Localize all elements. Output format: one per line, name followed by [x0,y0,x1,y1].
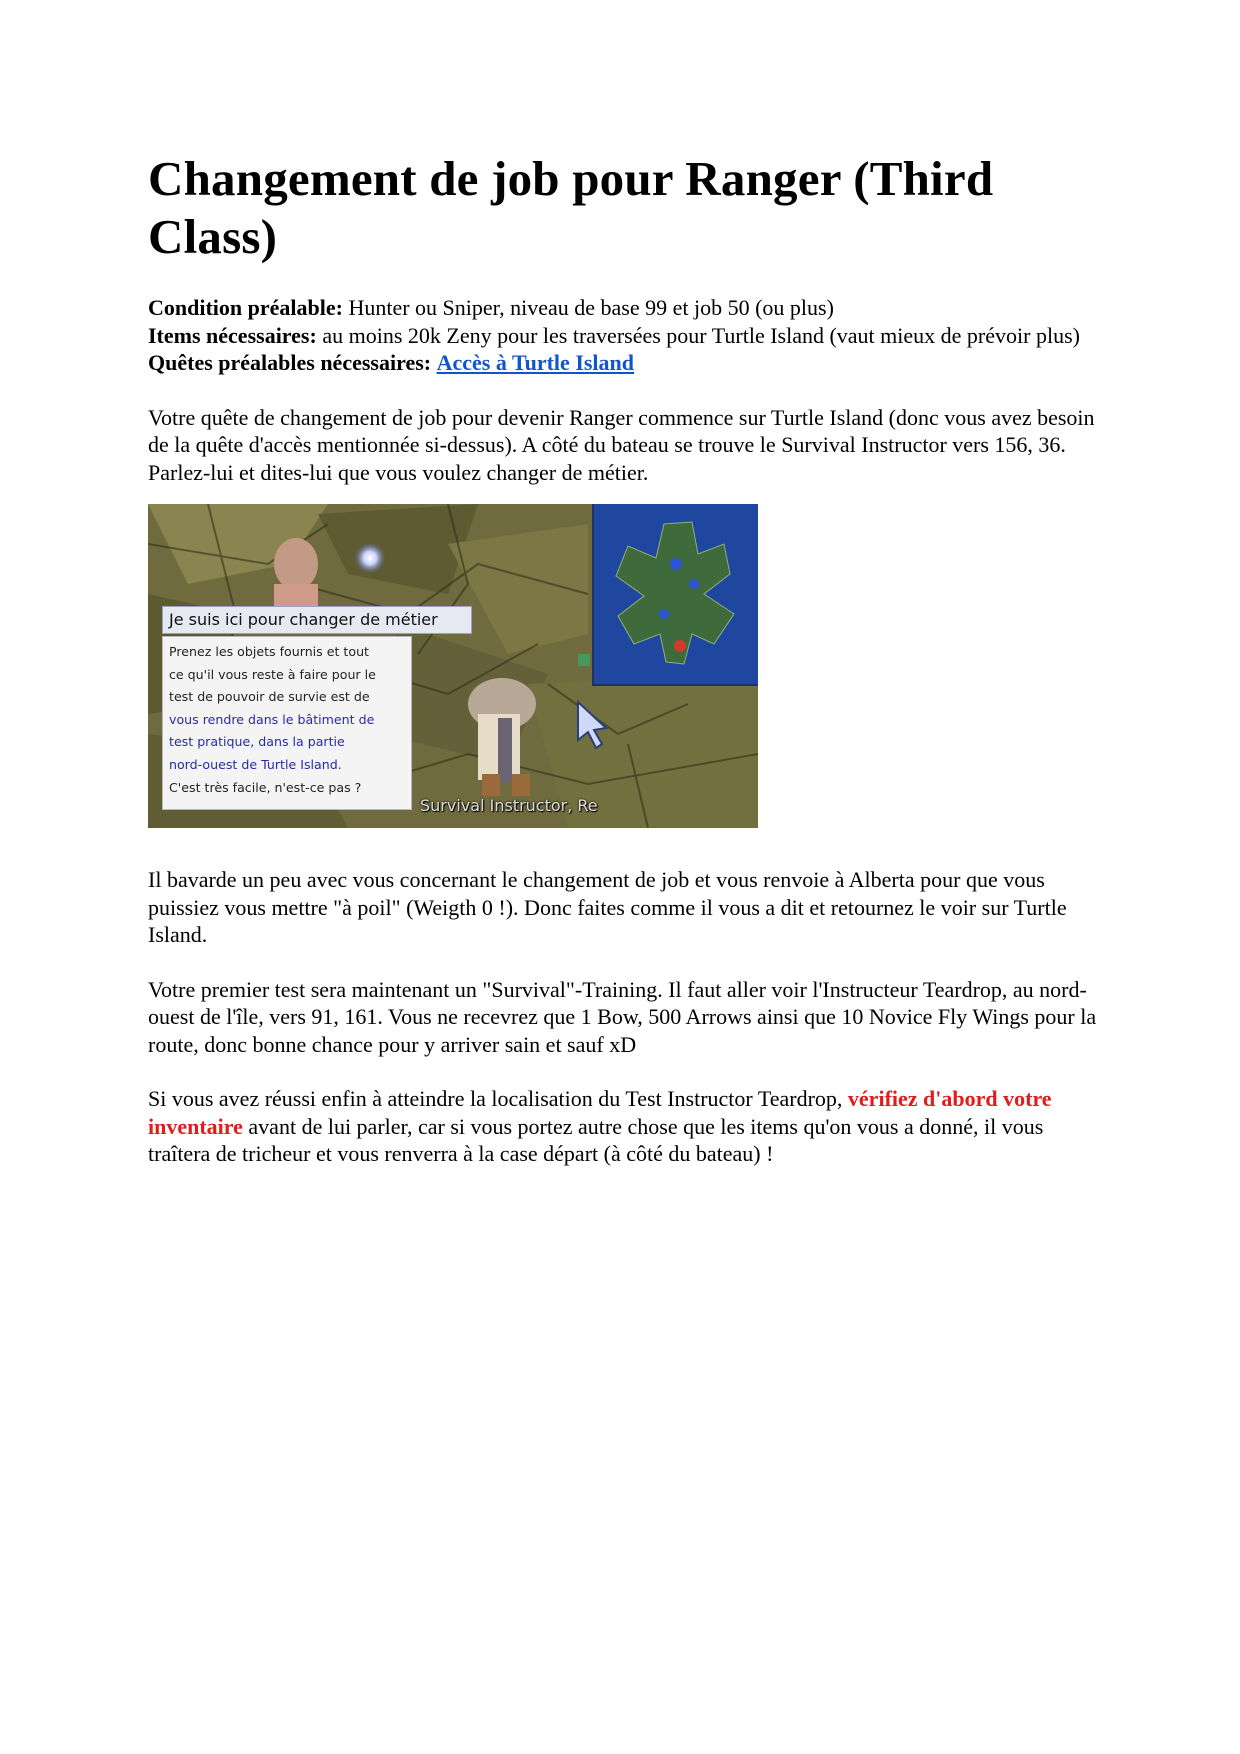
items-label: Items nécessaires: [148,322,317,348]
dialog-line: C'est très facile, n'est-ce pas ? [169,779,362,795]
paragraph-alberta: Il bavarde un peu avec vous concernant le changement de job et vous renvoie à Alberta pour que vous puissiez vous mettre "à poil" (Weigth 0 !). Donc faites comme il vous a dit et retournez le voir sur Turtle Island. [148,867,1067,947]
intro-paragraph: Votre quête de changement de job pour devenir Ranger commence sur Turtle Island (donc vous avez besoin de la quête d'accès mentionnée si-dessus). A côté du bateau se trouve le Survival Instructor vers 156, 36. Parlez-lui et dites-lui que vous voulez changer de métier. [148,404,1095,485]
prereq-condition [148,294,1098,322]
prereq-items [148,322,1098,350]
dialog-line: test pratique, dans la partie [169,734,345,750]
game-screenshot [148,504,758,828]
warning-text-after: avant de lui parler, car si vous portez autre chose que les items qu'on vous a donné, il vous traîtera de tricheur et vous renverra à la case départ (à côté du bateau) ! [148,1113,1044,1166]
dialog-line: ce qu'il vous reste à faire pour le [169,666,376,682]
inventory-warning-highlight: vérifiez d'abord votre inventaire [148,1086,1052,1139]
turtle-island-map-icon [594,504,758,684]
dialog-choice-option[interactable]: Je suis ici pour changer de métier [162,606,472,634]
paragraph-inventory-warning [148,1085,1098,1168]
npc-name-label: Survival Instructor, Re [420,796,598,815]
condition-label: Condition préalable: [148,295,343,320]
turtle-island-access-link[interactable]: Accès à Turtle Island [436,350,635,375]
dialog-line: test de pouvoir de survie est de [169,689,370,705]
dialog-line: vous rendre dans le bâtiment de [169,711,375,727]
prereq-quests [148,349,1098,377]
page-title: Changement de job pour Ranger (Third Class) [148,151,994,264]
npc-dialog-box [162,636,412,810]
paragraph-survival-training: Votre premier test sera maintenant un "Survival"-Training. Il faut aller voir l'Instructeur Teardrop, au nord-ouest de l'île, vers 91, 161. Vous ne recevrez que 1 Bow, 500 Arrows ainsi que 10 Novice Fly Wings pour la route, donc bonne chance pour y arriver sain et sauf xD [148,976,1097,1057]
dialog-line: Prenez les objets fournis et tout [169,644,369,659]
condition-text: Hunter ou Sniper, niveau de base 99 et job 50 (ou plus) [342,295,834,320]
warning-text-before: Si vous avez réussi enfin à atteindre la localisation du Test Instructor Teardrop, [148,1086,848,1111]
items-text: au moins 20k Zeny pour les traversées pour Turtle Island (vaut mieux de prévoir plus) [316,322,1080,348]
document-page [148,150,1098,1168]
minimap[interactable] [592,504,758,686]
quests-label: Quêtes préalables nécessaires: [148,350,432,375]
dialog-line: nord-ouest de Turtle Island. [169,756,342,772]
